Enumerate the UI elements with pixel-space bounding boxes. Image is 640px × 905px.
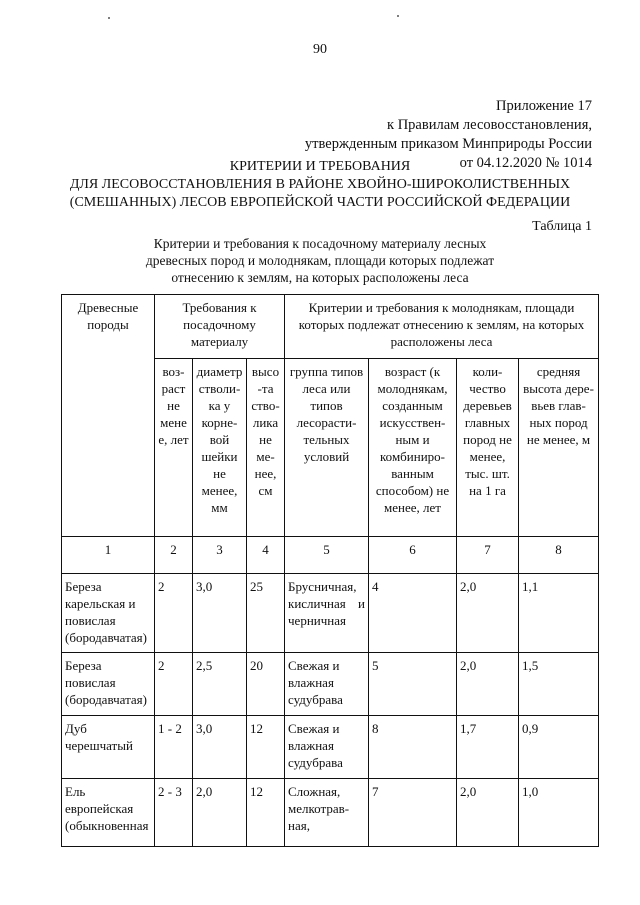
age-cell: 2	[155, 653, 193, 716]
young-age-cell: 5	[369, 653, 457, 716]
table-row	[62, 779, 599, 847]
table-caption	[110, 235, 530, 286]
header-young-stands: Критерии и требования к молоднякам, площади которых подлежат отнесению к землям, на которых расположены леса	[285, 295, 599, 359]
species-cell: Береза карельская и повислая (бородавчатая)	[62, 574, 155, 653]
height-cell: 12	[247, 779, 285, 847]
forest-type-cell: Свежая и влажная судубрава	[285, 653, 369, 716]
species-cell: Дуб черешчатый	[62, 716, 155, 779]
subheader-forest-type: группа типов леса или типов лесорасти-тельных условий	[285, 359, 369, 537]
height-cell: 20	[247, 653, 285, 716]
tree-count-cell: 2,0	[457, 653, 519, 716]
young-age-cell: 7	[369, 779, 457, 847]
young-age-cell: 4	[369, 574, 457, 653]
tree-count-cell: 1,7	[457, 716, 519, 779]
age-cell: 2 - 3	[155, 779, 193, 847]
table-label: Таблица 1	[532, 219, 592, 234]
scan-speck	[108, 17, 110, 19]
page-number: 90	[313, 42, 327, 57]
subheader-diameter: диаметр стволи-ка у корне-вой шейки не менее, мм	[193, 359, 247, 537]
species-cell: Береза повислая (бородавчатая)	[62, 653, 155, 716]
tree-count-cell: 2,0	[457, 779, 519, 847]
avg-height-cell: 1,1	[519, 574, 599, 653]
column-number: 3	[193, 537, 247, 574]
column-number: 1	[62, 537, 155, 574]
criteria-table	[61, 294, 599, 847]
table-row	[62, 716, 599, 779]
table-row	[62, 574, 599, 653]
subheader-tree-count: коли-чество деревьев главных пород не менее, тыс. шт. на 1 га	[457, 359, 519, 537]
forest-type-cell: Свежая и влажная судубрава	[285, 716, 369, 779]
height-cell: 25	[247, 574, 285, 653]
avg-height-cell: 1,0	[519, 779, 599, 847]
header-planting-material: Требования к посадочному материалу	[155, 295, 285, 359]
column-number: 4	[247, 537, 285, 574]
column-number: 7	[457, 537, 519, 574]
title-line: ДЛЯ ЛЕСОВОССТАНОВЛЕНИЯ В РАЙОНЕ ХВОЙНО-ШИРОКОЛИСТВЕННЫХ	[69, 177, 571, 192]
appendix-line: от 04.12.2020 № 1014	[459, 155, 592, 171]
subheader-age: воз-раст не менее, лет	[155, 359, 193, 537]
scan-speck	[397, 15, 399, 17]
diameter-cell: 3,0	[193, 574, 247, 653]
column-number: 6	[369, 537, 457, 574]
diameter-cell: 2,5	[193, 653, 247, 716]
tree-count-cell: 2,0	[457, 574, 519, 653]
title-line: КРИТЕРИИ И ТРЕБОВАНИЯ	[229, 159, 411, 174]
subheader-avg-height: средняя высота дере-вьев глав-ных пород не менее, м	[519, 359, 599, 537]
subheader-young-age: возраст (к молоднякам, созданным искусствен-ным и комбиниро-ванным способом) не менее, лет	[369, 359, 457, 537]
caption-line: отнесению к землям, на которых расположены леса	[171, 270, 469, 285]
column-number: 8	[519, 537, 599, 574]
avg-height-cell: 0,9	[519, 716, 599, 779]
forest-type-cell: Сложная, мелкотрав-ная,	[285, 779, 369, 847]
appendix-line: Приложение 17	[496, 98, 592, 114]
table-row	[62, 653, 599, 716]
age-cell: 2	[155, 574, 193, 653]
appendix-line: к Правилам лесовосстановления,	[387, 117, 592, 133]
caption-line: древесных пород и молоднякам, площади которых подлежат	[145, 253, 495, 268]
age-cell: 1 - 2	[155, 716, 193, 779]
document-title	[40, 158, 600, 212]
diameter-cell: 3,0	[193, 716, 247, 779]
title-line: (СМЕШАННЫХ) ЛЕСОВ ЕВРОПЕЙСКОЙ ЧАСТИ РОССИЙСКОЙ ФЕДЕРАЦИИ	[69, 195, 571, 210]
header-species: Древесные породы	[62, 295, 155, 537]
subheader-height: высо-та ство-лика не ме-нее, см	[247, 359, 285, 537]
diameter-cell: 2,0	[193, 779, 247, 847]
column-number: 5	[285, 537, 369, 574]
forest-type-cell: Брусничная, кисличная и черничная	[285, 574, 369, 653]
young-age-cell: 8	[369, 716, 457, 779]
caption-line: Критерии и требования к посадочному материалу лесных	[153, 236, 487, 251]
height-cell: 12	[247, 716, 285, 779]
appendix-line: утвержденным приказом Минприроды России	[304, 136, 592, 152]
species-cell: Ель европейская (обыкновенная	[62, 779, 155, 847]
column-number: 2	[155, 537, 193, 574]
avg-height-cell: 1,5	[519, 653, 599, 716]
